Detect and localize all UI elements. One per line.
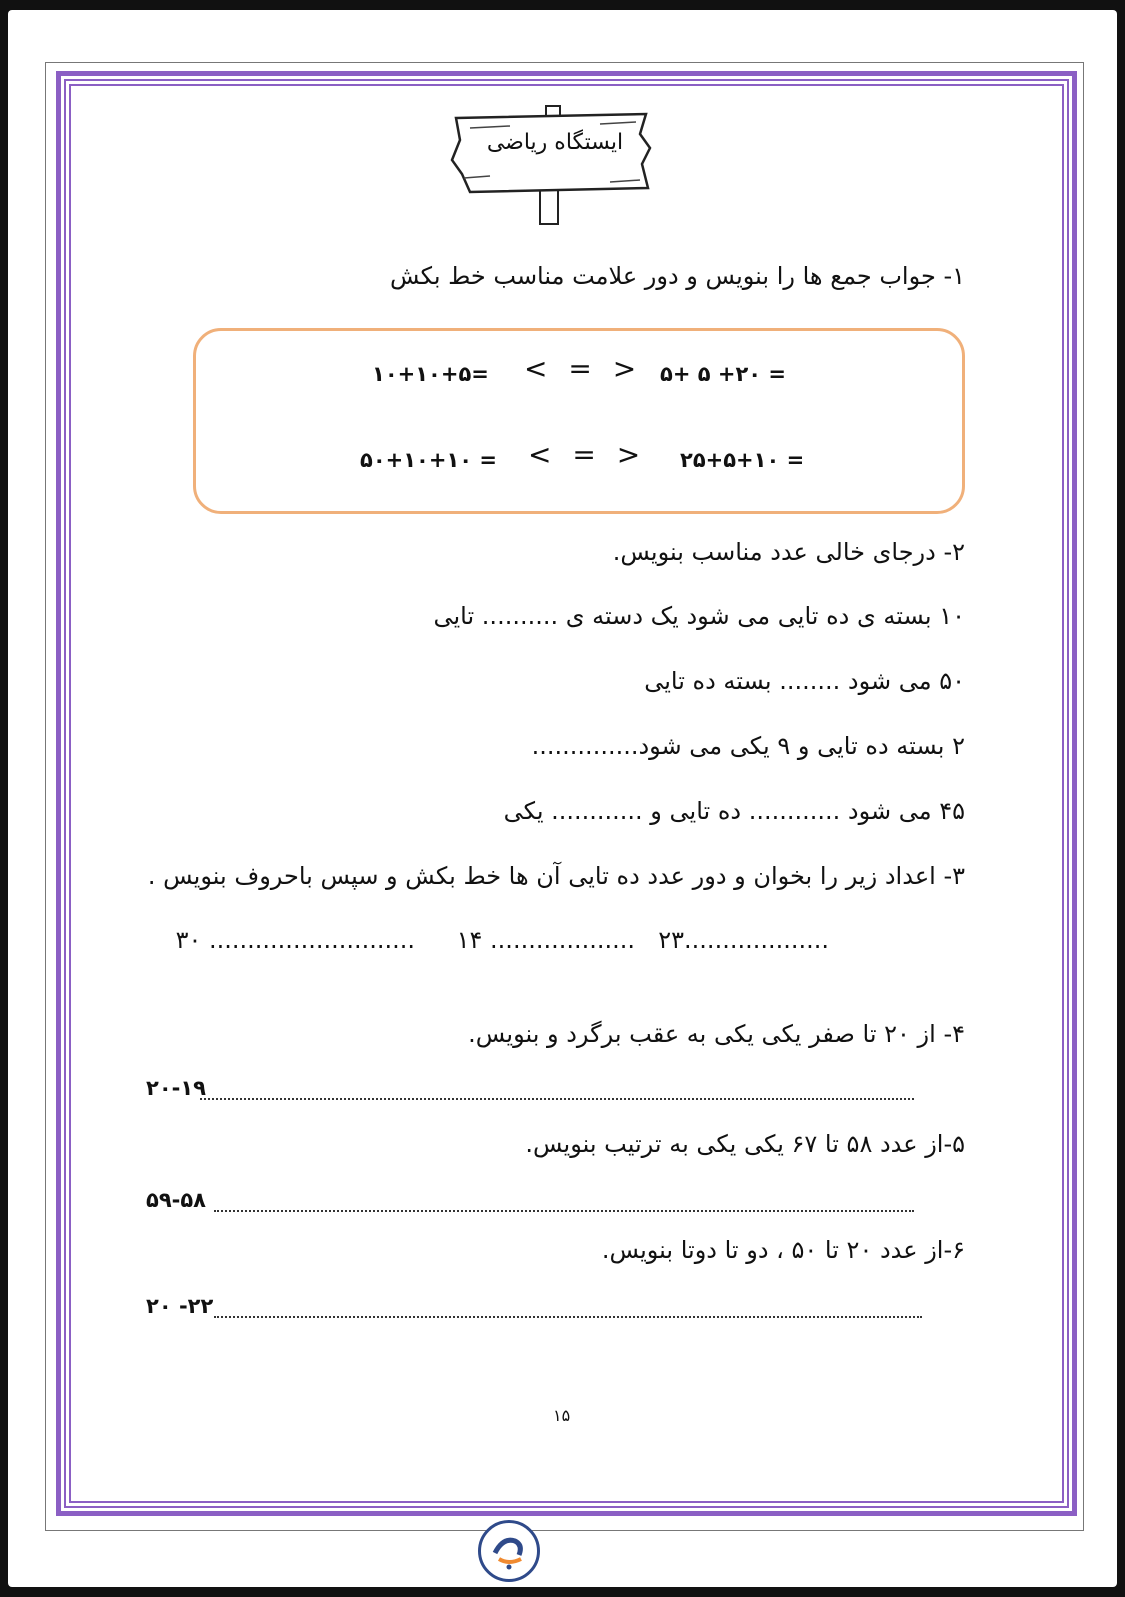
question-5-title: ۵-از عدد ۵۸ تا ۶۷ یکی یکی به ترتیب بنویس. (525, 1130, 965, 1158)
question-5-answer-line[interactable] (214, 1210, 914, 1212)
compare-signs-row2[interactable]: < = > (528, 438, 647, 471)
question-4-start: ۲۰-۱۹ (146, 1076, 206, 1100)
question-4-answer-line[interactable] (200, 1098, 914, 1100)
sign-title: ایستگاه ریاضی (486, 130, 624, 155)
question-2-line-2: ۵۰ می شود ........ بسته ده تایی (644, 667, 965, 695)
wooden-sign-illustration (450, 104, 660, 228)
question-2-line-3: ۲ بسته ده تایی و ۹ یکی می شود.............. (531, 732, 965, 760)
question-6-title: ۶-از عدد ۲۰ تا ۵۰ ، دو تا دوتا بنویس. (601, 1236, 965, 1264)
footer-site-url[interactable]: somayehrouhi.ir (542, 1538, 663, 1557)
question-3-item-23: ۲۳................... (658, 926, 829, 954)
compare-signs-row1[interactable]: < = > (524, 352, 643, 385)
question-5-start: ۵۹-۵۸ (146, 1188, 206, 1212)
question-6-answer-line[interactable] (214, 1316, 922, 1318)
question-2-title: ۲- درجای خالی عدد مناسب بنویس. (612, 538, 965, 566)
expr-row1-left: ۱۰+۱۰+۵= (372, 362, 489, 386)
expr-row2-left: ۵۰+۱۰+۱۰ = (360, 448, 498, 472)
question-6-start: ۲۰ -۲۲ (146, 1294, 214, 1318)
question-3-item-30: ۳۰ ........................... (175, 926, 415, 954)
question-2-line-1: ۱۰ بسته ی ده تایی می شود یک دسته ی .......... تایی (433, 602, 965, 630)
question-4-title: ۴- از ۲۰ تا صفر یکی یکی به عقب برگرد و بنویس. (468, 1020, 965, 1048)
question-3-item-14: ۱۴ ................... (456, 926, 635, 954)
question-3-title: ۳- اعداد زیر را بخوان و دور عدد ده تایی آن ها خط بکش و سپس باحروف بنویس . (147, 862, 965, 890)
question-2-line-4: ۴۵ می شود ............ ده تایی و ............ یکی (503, 797, 965, 825)
site-logo-icon (478, 1520, 540, 1582)
expr-row2-right: ۲۵+۵+۱۰ = (680, 448, 805, 472)
page-number: ۱۵ (553, 1406, 571, 1425)
expr-row1-right: ۵+ ۵ +۲۰ = (660, 362, 786, 386)
question-1-title: ۱- جواب جمع ها را بنویس و دور علامت مناسب خط بکش (389, 262, 965, 290)
